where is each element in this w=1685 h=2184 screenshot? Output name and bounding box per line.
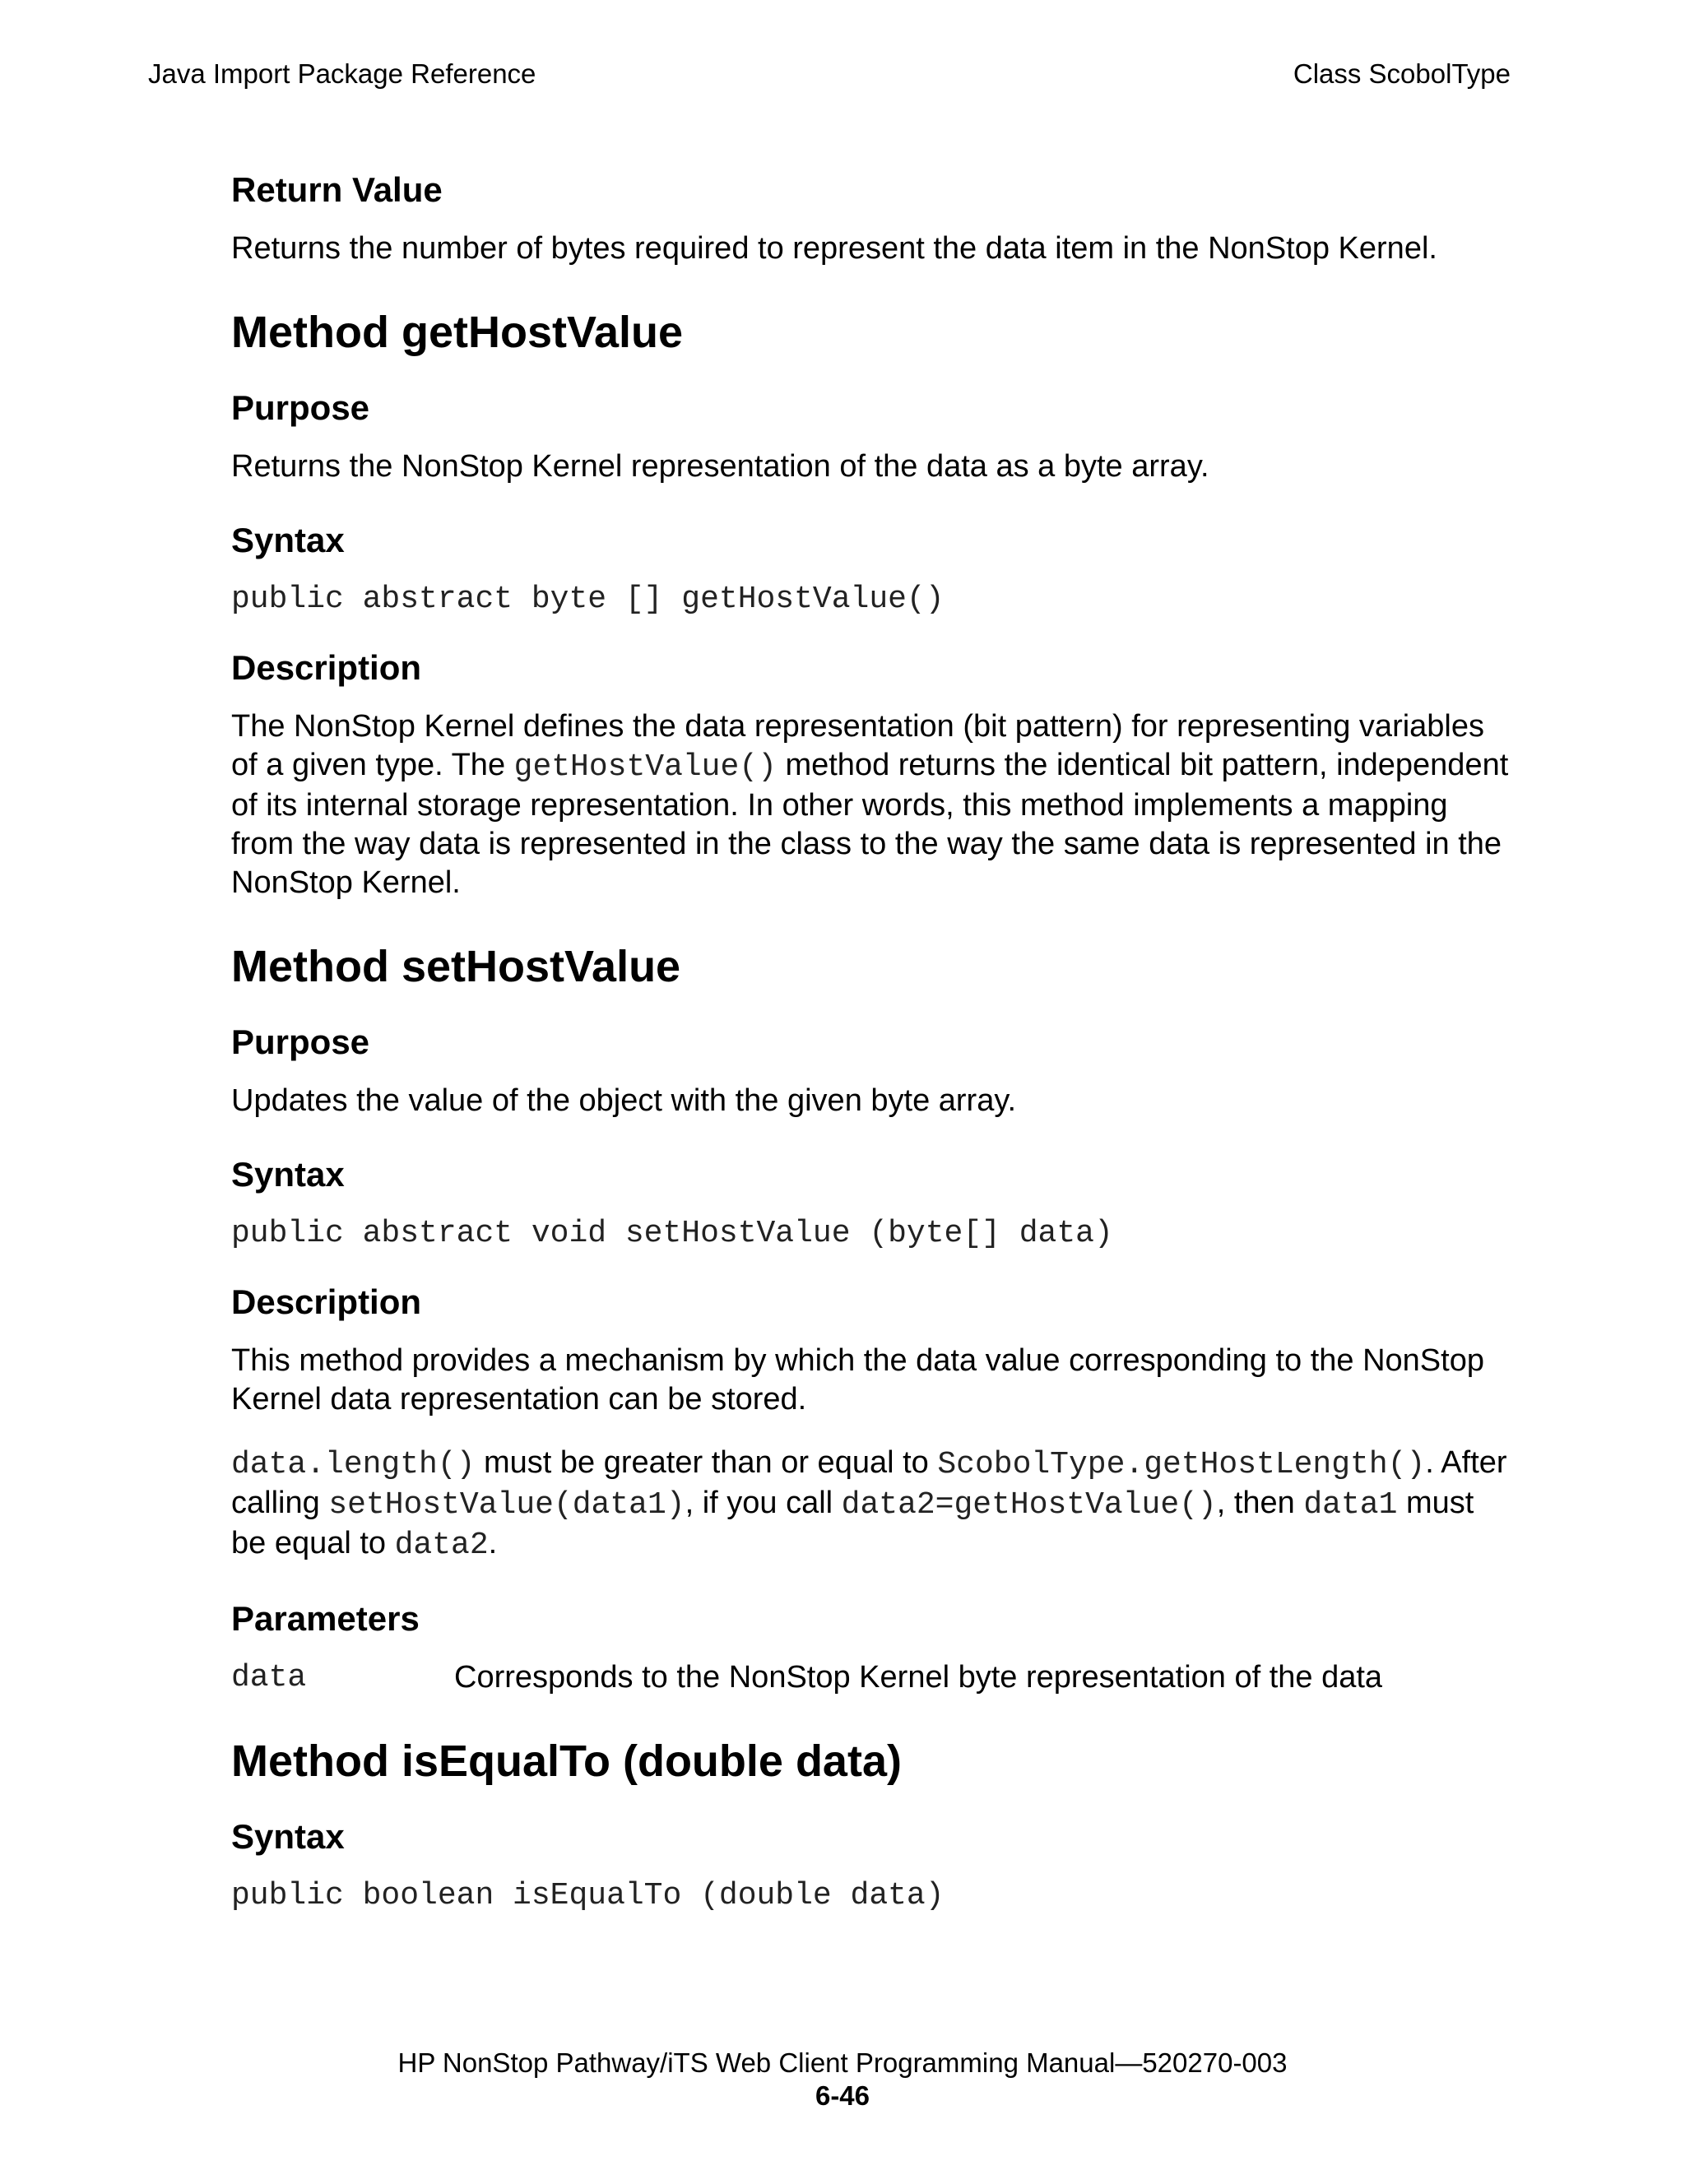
get-host-value-purpose-heading: Purpose — [231, 388, 370, 427]
get-host-value-description-text — [231, 707, 1515, 902]
is-equal-to-title: Method isEqualTo (double data) — [231, 1737, 902, 1786]
get-host-value-section — [231, 306, 1515, 902]
page-content — [231, 169, 1515, 1915]
set-host-value-description-text: This method provides a mechanism by which the data value corresponding to the NonStop Kernel data representation can be stored. — [231, 1343, 1484, 1417]
return-value-heading: Return Value — [231, 170, 443, 209]
get-host-value-title: Method getHostValue — [231, 308, 684, 357]
get-host-value-syntax-code: public abstract byte [] getHostValue() — [231, 582, 945, 617]
get-host-value-purpose-text: Returns the NonStop Kernel representation of the data as a byte array. — [231, 449, 1209, 484]
is-equal-to-syntax-heading: Syntax — [231, 1817, 345, 1856]
rule-text-6: . — [488, 1526, 498, 1560]
page-footer — [0, 2047, 1685, 2112]
rule-code-5: data1 — [1303, 1487, 1398, 1523]
parameter-description: Corresponds to the NonStop Kernel byte representation of the data — [454, 1660, 1383, 1695]
rule-text-5: must be equal to — [231, 1486, 1474, 1560]
rule-code-2: ScobolType.getHostLength() — [937, 1447, 1426, 1482]
parameter-name: data — [231, 1660, 307, 1695]
set-host-value-purpose-text: Updates the value of the object with the given byte array. — [231, 1083, 1017, 1118]
rule-code-1: data.length() — [231, 1447, 476, 1482]
get-host-value-syntax-heading: Syntax — [231, 521, 345, 559]
set-host-value-syntax-code: public abstract void setHostValue (byte[] data) — [231, 1216, 1113, 1251]
rule-text-2: . After calling — [231, 1445, 1507, 1520]
rule-text-3: , if you call — [685, 1486, 842, 1520]
footer-page-number: 6-46 — [815, 2080, 870, 2111]
parameter-row — [231, 1658, 1515, 1697]
header-right-title: Class ScobolType — [1293, 58, 1511, 89]
rule-code-6: data2 — [394, 1528, 489, 1563]
set-host-value-description-heading: Description — [231, 1282, 422, 1321]
header-left-title: Java Import Package Reference — [148, 58, 536, 89]
rule-code-4: data2=getHostValue() — [841, 1487, 1217, 1523]
rule-text-4: , then — [1216, 1486, 1304, 1520]
return-value-text: Returns the number of bytes required to represent the data item in the NonStop Kernel. — [231, 231, 1437, 266]
rule-code-3: setHostValue(data1) — [328, 1487, 685, 1523]
footer-manual-title: HP NonStop Pathway/iTS Web Client Programming Manual—520270-003 — [397, 2047, 1288, 2078]
desc-text-part2: method returns the identical bit pattern, independent of its internal storage representation. In other words, this method implements a mapping from the way data is represented in the class to the way the same data is represented in the NonStop Kernel. — [231, 748, 1509, 900]
is-equal-to-syntax-code: public boolean isEqualTo (double data) — [231, 1878, 945, 1913]
is-equal-to-section — [231, 1735, 1515, 1915]
set-host-value-title: Method setHostValue — [231, 942, 681, 991]
rule-text-1: must be greater than or equal to — [475, 1445, 938, 1480]
get-host-value-description-heading: Description — [231, 648, 422, 687]
page-header — [148, 58, 1511, 90]
set-host-value-rule-text — [231, 1444, 1515, 1565]
set-host-value-syntax-heading: Syntax — [231, 1155, 345, 1194]
set-host-value-section — [231, 940, 1515, 1697]
desc-inline-code: getHostValue() — [513, 749, 777, 785]
desc-text-part1: The NonStop Kernel defines the data representation (bit pattern) for representing variables of a given type. The — [231, 709, 1485, 782]
set-host-value-purpose-heading: Purpose — [231, 1022, 370, 1061]
return-value-section — [231, 169, 1515, 268]
set-host-value-parameters-heading: Parameters — [231, 1599, 420, 1638]
